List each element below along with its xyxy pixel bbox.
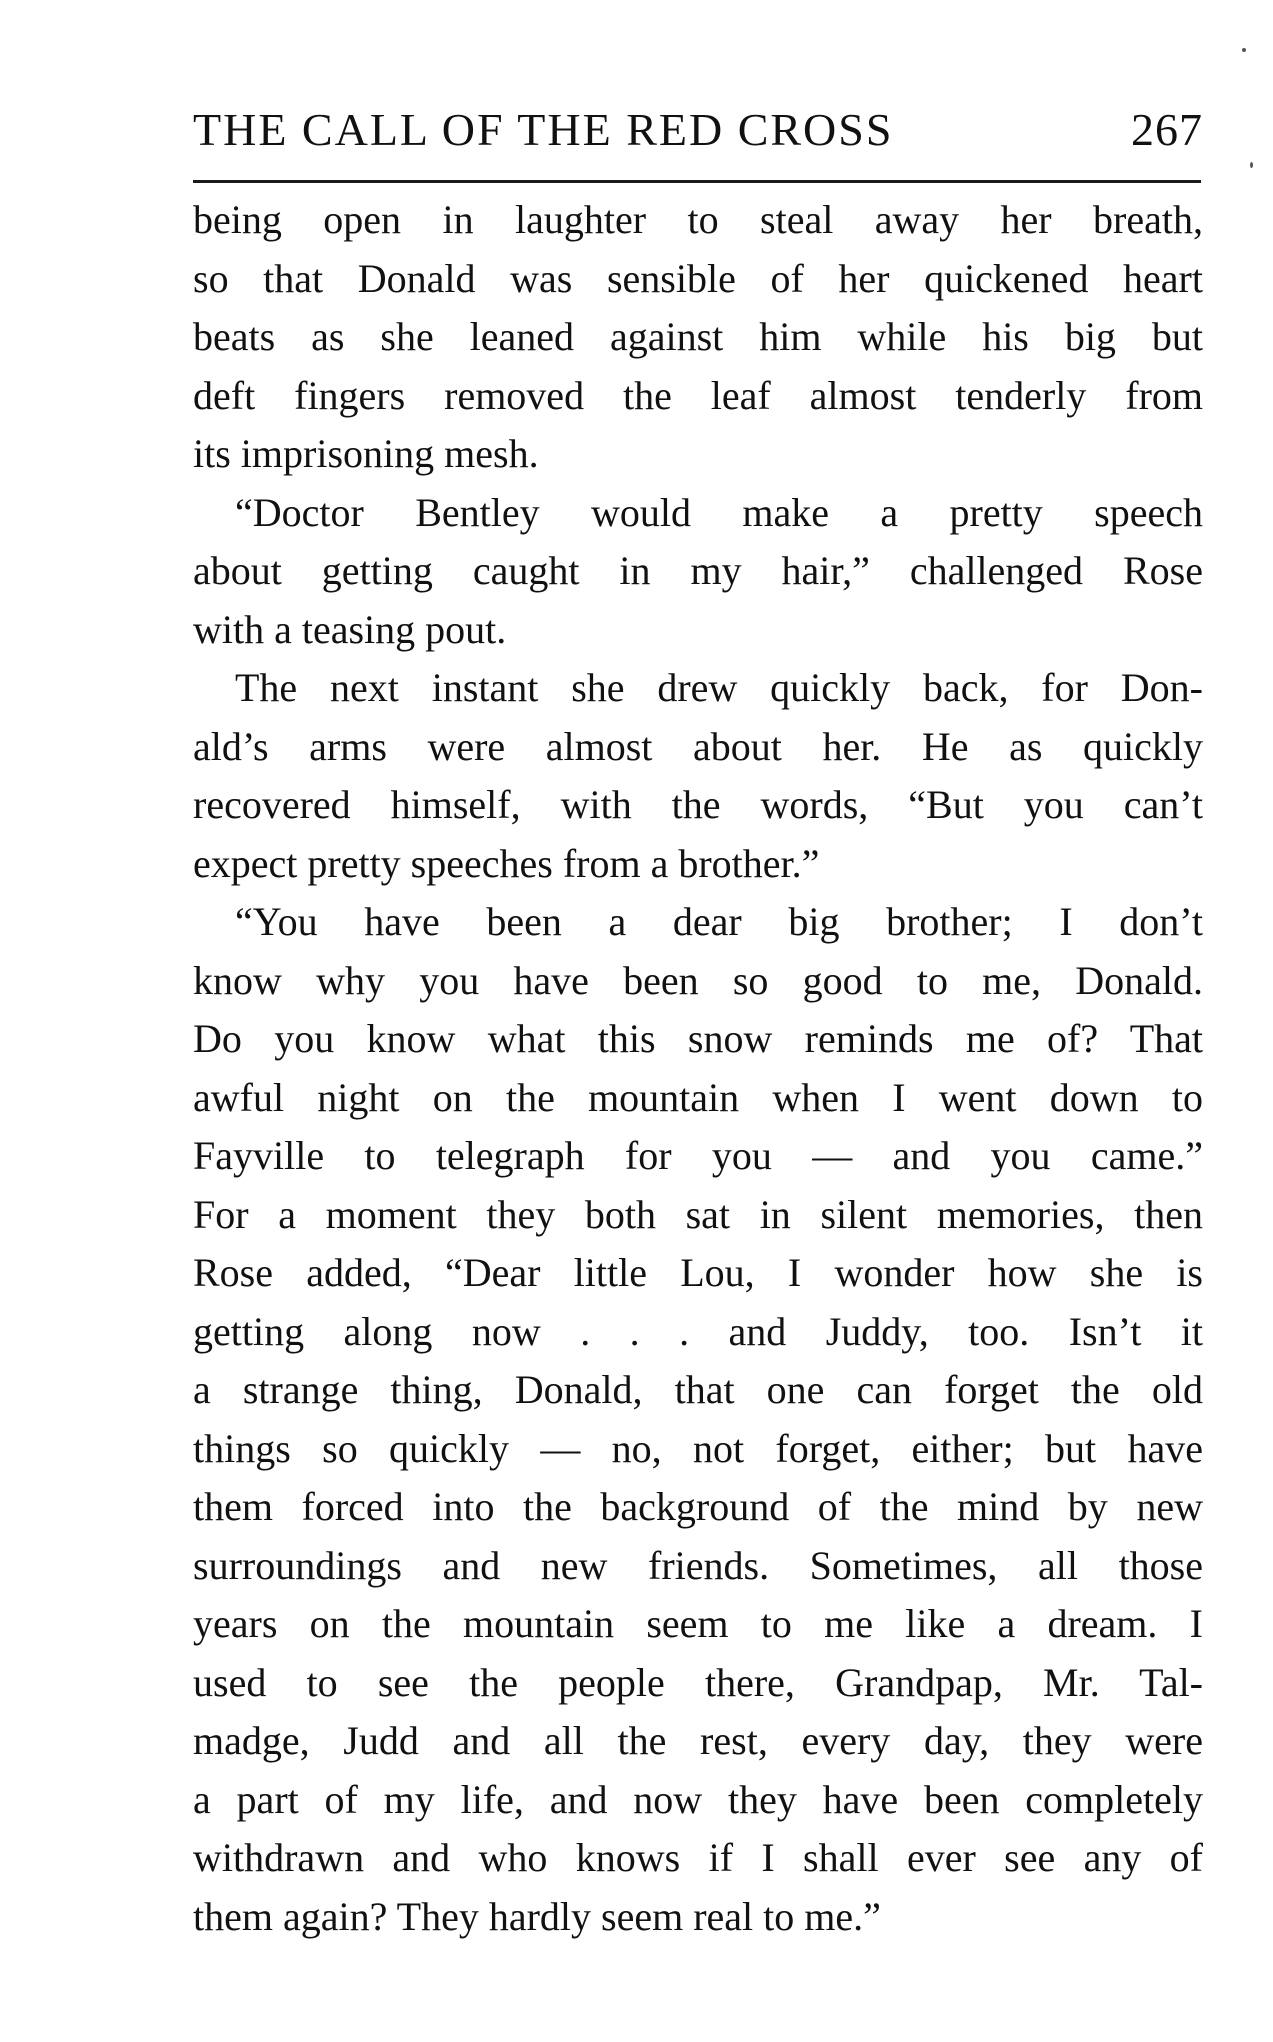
text-line: Do you know what this snow reminds me of? That [193, 1016, 1203, 1061]
text-line: Rose added, “Dear little Lou, I wonder how she is [193, 1250, 1203, 1295]
text-line: them again? They hardly seem real to me.” [193, 1893, 881, 1939]
text-line: know why you have been so good to me, Donald. [193, 957, 1203, 1003]
text-line: things so quickly — no, not forget, either; but have [193, 1425, 1203, 1471]
text-line: with a teasing pout. [193, 606, 507, 652]
body-text [193, 191, 1203, 1946]
text-line: used to see the people there, Grandpap, Mr. Tal- [193, 1659, 1203, 1705]
text-line: ald’s arms were almost about her. He as quickly [193, 723, 1203, 769]
header-rule [193, 180, 1201, 183]
text-line: a strange thing, Donald, that one can forget the old [193, 1367, 1203, 1412]
text-line: The next instant she drew quickly back, for Don- [235, 665, 1203, 710]
text-line: beats as she leaned against him while his big but [193, 314, 1203, 359]
text-line: expect pretty speeches from a brother.” [193, 840, 820, 886]
text-line: deft fingers removed the leaf almost tenderly from [193, 372, 1203, 418]
text-line: being open in laughter to steal away her breath, [193, 197, 1203, 242]
text-line: them forced into the background of the mind by new [193, 1484, 1203, 1529]
scan-speck [1242, 48, 1246, 52]
text-line: its imprisoning mesh. [193, 431, 539, 476]
text-line: getting along now . . . and Juddy, too. Isn’t it [193, 1308, 1203, 1354]
scan-speck [1250, 162, 1253, 168]
text-line: withdrawn and who knows if I shall ever see any of [193, 1835, 1203, 1880]
text-line: For a moment they both sat in silent memories, then [193, 1191, 1203, 1237]
text-line: “Doctor Bentley would make a pretty speech [235, 489, 1203, 535]
text-line: so that Donald was sensible of her quickened heart [193, 255, 1203, 301]
text-line: recovered himself, with the words, “But you can’t [193, 782, 1203, 827]
text-line: a part of my life, and now they have been completely [193, 1776, 1203, 1822]
running-head [193, 103, 1203, 163]
text-line: “You have been a dear big brother; I don’t [235, 899, 1203, 944]
text-line: awful night on the mountain when I went down to [193, 1074, 1203, 1120]
page-number: 267 [1131, 104, 1203, 155]
text-line: surroundings and new friends. Sometimes, all those [193, 1542, 1203, 1588]
text-line: madge, Judd and all the rest, every day, they were [193, 1718, 1203, 1763]
text-line: about getting caught in my hair,” challenged Rose [193, 548, 1203, 593]
text-line: years on the mountain seem to me like a dream. I [193, 1601, 1203, 1646]
running-head-title: THE CALL OF THE RED CROSS [193, 104, 894, 155]
text-line: Fayville to telegraph for you — and you came.” [193, 1133, 1203, 1178]
